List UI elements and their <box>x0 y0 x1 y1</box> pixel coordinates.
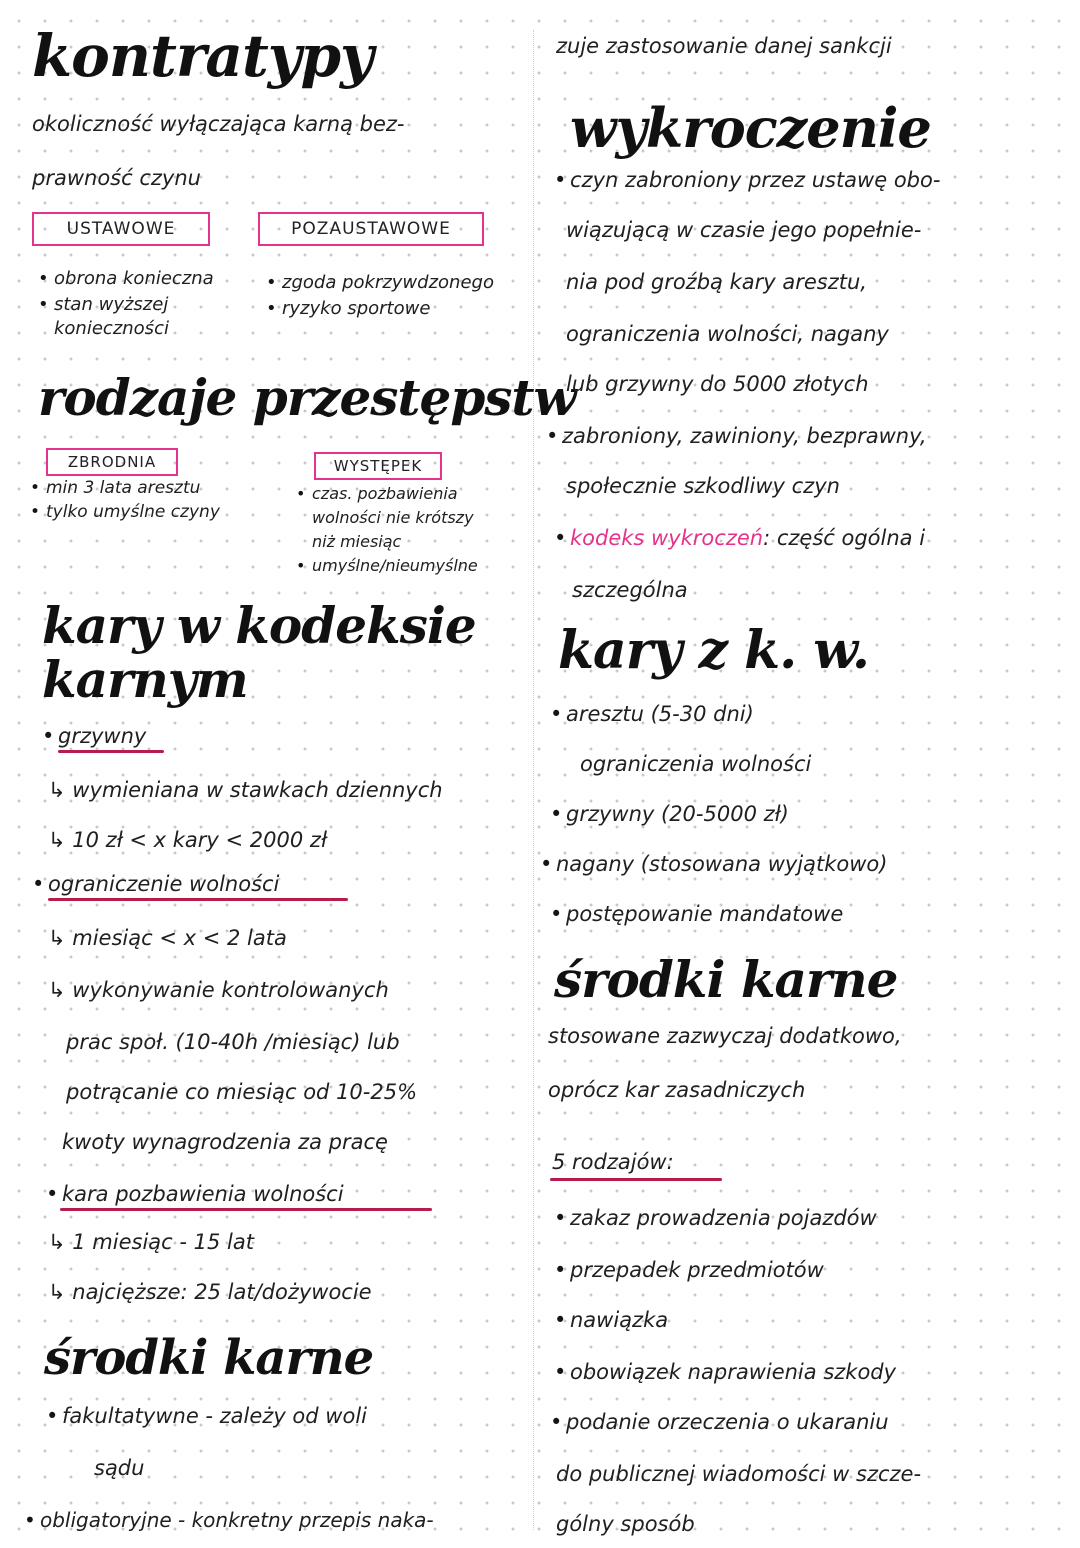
srodki-item-obowiazek: • obowiązek naprawienia szkody <box>570 1360 896 1384</box>
box-zbrodnia: ZBRODNIA <box>46 448 178 476</box>
right-top-line: zuje zastosowanie danej sankcji <box>556 34 892 58</box>
kary-kw-item-nagany: • nagany (stosowana wyjątkowo) <box>556 852 887 876</box>
kontratypy-definition-line2: prawność czynu <box>32 166 201 190</box>
heading-kontratypy: kontratypy <box>32 22 373 90</box>
kara-sub-range: ↳ 1 miesiąc - 15 lat <box>48 1230 254 1254</box>
underline-grzywny <box>58 750 164 753</box>
heading-kary-kk-line1: kary w kodeksie <box>42 596 476 655</box>
underline-ograniczenie <box>48 898 348 901</box>
wykroczenie-cechy-cont: społecznie szkodliwy czyn <box>566 474 840 498</box>
kary-kw-item-ograniczenie: ograniczenia wolności <box>580 752 812 776</box>
page-divider <box>533 30 534 1530</box>
pozaustawowe-item-zgoda: • zgoda pokrzywdzonego <box>282 272 494 293</box>
srodki-item-nawiazka: • nawiązka <box>570 1308 668 1332</box>
wystepek-item-czas: • czas. pozbawienia <box>312 484 458 503</box>
kary-kw-item-areszt: • aresztu (5-30 dni) <box>566 702 754 726</box>
srodki-item-zakaz: • zakaz prowadzenia pojazdów <box>570 1206 877 1230</box>
wystepek-item-umyslne: • umyślne/nieumyślne <box>312 556 478 575</box>
ustawowe-item-stan: • stan wyższej <box>54 294 168 315</box>
srodki-karne-desc-line1: stosowane zazwyczaj dodatkowo, <box>548 1024 902 1048</box>
kara-sub-najciezsze: ↳ najcięższe: 25 lat/dożywocie <box>48 1280 372 1304</box>
wykroczenie-kodeks-cont: szczególna <box>572 578 688 602</box>
srodki-item-fakultatywne-cont: sądu <box>94 1456 145 1480</box>
box-pozaustawowe: POZAUSTAWOWE <box>258 212 484 246</box>
srodki-item-podanie-cont1: do publicznej wiadomości w szcze- <box>556 1462 922 1486</box>
wykroczenie-definition-cont3: ograniczenia wolności, nagany <box>566 322 889 346</box>
ograniczenie-sub-prace-cont3: kwoty wynagrodzenia za pracę <box>62 1130 388 1154</box>
heading-wykroczenie: wykroczenie <box>570 96 931 160</box>
kary-item-ograniczenie: • ograniczenie wolności <box>48 872 279 896</box>
wystepek-item-czas-cont2: niż miesiąc <box>312 532 402 551</box>
heading-kary-kw: kary z k. w. <box>558 620 869 681</box>
wykroczenie-definition-cont1: wiązującą w czasie jego popełnie- <box>566 218 922 242</box>
box-wystepek: WYSTĘPEK <box>314 452 442 480</box>
wykroczenie-item-cechy: • zabroniony, zawiniony, bezprawny, <box>562 424 927 448</box>
heading-srodki-karne-left: środki karne <box>44 1330 374 1386</box>
wykroczenie-item-kodeks <box>570 526 925 550</box>
zbrodnia-item-min: • min 3 lata aresztu <box>46 478 200 498</box>
underline-rodzajow <box>550 1178 722 1181</box>
srodki-item-obligatoryjne: • obligatoryjne - konkretny przepis naka- <box>40 1508 434 1532</box>
srodki-item-podanie-cont2: gólny sposób <box>556 1512 695 1536</box>
kary-item-grzywny: • grzywny <box>58 724 146 748</box>
srodki-item-przepadek: • przepadek przedmiotów <box>570 1258 824 1282</box>
srodki-item-fakultatywne: • fakultatywne - zależy od woli <box>62 1404 367 1428</box>
underline-kara-pozbawienia <box>60 1208 432 1211</box>
grzywny-sub-range: ↳ 10 zł < x kary < 2000 zł <box>48 828 327 852</box>
kary-kw-item-mandatowe: • postępowanie mandatowe <box>566 902 843 926</box>
box-ustawowe: USTAWOWE <box>32 212 210 246</box>
srodki-karne-subheading: 5 rodzajów: <box>552 1150 674 1174</box>
heading-srodki-karne-right: środki karne <box>554 950 898 1009</box>
pozaustawowe-item-ryzyko: • ryzyko sportowe <box>282 298 430 319</box>
heading-kary-kk-line2: karnym <box>42 650 248 709</box>
heading-rodzaje-przestepstw: rodzaje przestępstw <box>38 368 576 427</box>
wykroczenie-definition-cont4: lub grzywny do 5000 złotych <box>566 372 869 396</box>
wykroczenie-item-definition: • czyn zabroniony przez ustawę obo- <box>570 168 940 192</box>
kary-kw-item-grzywny: • grzywny (20-5000 zł) <box>566 802 789 826</box>
kary-item-kara-pozbawienia: • kara pozbawienia wolności <box>62 1182 344 1206</box>
wykroczenie-definition-cont2: nia pod groźbą kary aresztu, <box>566 270 867 294</box>
ustawowe-item-obrona: • obrona konieczna <box>54 268 214 289</box>
ustawowe-item-stan-cont: konieczności <box>54 318 169 339</box>
ograniczenie-sub-prace-cont2: potrącanie co miesiąc od 10-25% <box>66 1080 418 1104</box>
srodki-karne-desc-line2: oprócz kar zasadniczych <box>548 1078 806 1102</box>
grzywny-sub-stawki: ↳ wymieniana w stawkach dziennych <box>48 778 443 802</box>
kontratypy-definition-line1: okoliczność wyłączająca karną bez- <box>32 112 405 136</box>
ograniczenie-sub-range: ↳ miesiąc < x < 2 lata <box>48 926 287 950</box>
wystepek-item-czas-cont1: wolności nie krótszy <box>312 508 474 527</box>
kodeks-wykroczen-label: kodeks wykroczeń <box>570 526 764 550</box>
kodeks-wykroczen-rest: : część ogólna i <box>763 526 926 550</box>
ograniczenie-sub-prace: ↳ wykonywanie kontrolowanych <box>48 978 389 1002</box>
srodki-item-podanie: • podanie orzeczenia o ukaraniu <box>566 1410 889 1434</box>
zbrodnia-item-umyslne: • tylko umyślne czyny <box>46 502 220 522</box>
ograniczenie-sub-prace-cont1: prac społ. (10-40h /miesiąc) lub <box>66 1030 400 1054</box>
